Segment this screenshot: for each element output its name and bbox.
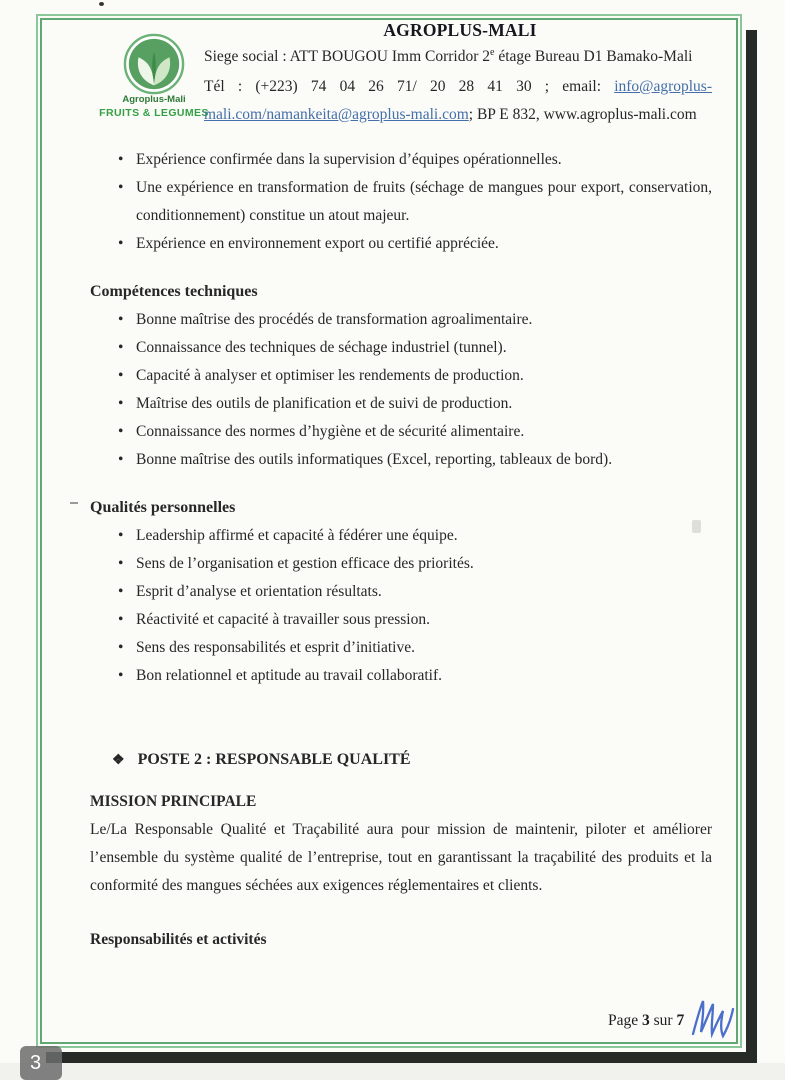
list-item: • Expérience confirmée dans la supervision d’équipes opérationnelles. [90, 146, 712, 174]
email-link-part2[interactable]: mali.com/namankeita@agroplus-mali.com [204, 106, 469, 123]
list-item: • Connaissance des normes d’hygiène et de sécurité alimentaire. [90, 418, 712, 446]
list-item: • Capacité à analyser et optimiser les rendements de production. [90, 362, 712, 390]
viewer-page-badge: 3 [20, 1046, 62, 1080]
list-item: • Sens de l’organisation et gestion efficace des priorités. [90, 550, 712, 578]
list-item: • Bon relationnel et aptitude au travail collaboratif. [90, 662, 712, 690]
phone-text: Tél : (+223) 74 04 26 71/ 20 28 41 30 ; email: [204, 78, 615, 95]
section-heading-qualites: Qualités personnelles [90, 499, 236, 516]
section-heading-competences: Compétences techniques [90, 283, 258, 300]
address-prefix: Siege social : ATT BOUGOU Imm Corridor 2 [204, 48, 491, 66]
list-item: • Expérience en environnement export ou certifié appréciée. [90, 230, 712, 258]
address-suffix: étage Bureau D1 Bamako-Mali [494, 48, 693, 66]
qualites-bullet-list [90, 522, 712, 690]
diamond-bullet-icon: ❖ [112, 753, 125, 768]
contact-rest-text: ; BP E 832, www.agroplus-mali.com [468, 106, 697, 123]
scan-artifact-dash [70, 502, 78, 504]
scan-shadow-bottom [46, 1052, 757, 1063]
phone-email-line [204, 78, 712, 96]
logo-emblem-icon [123, 33, 185, 95]
list-item: • Bonne maîtrise des outils informatiques (Excel, reporting, tableaux de bord). [90, 446, 712, 474]
list-item: • Réactivité et capacité à travailler sous pression. [90, 606, 712, 634]
list-item: • Une expérience en transformation de fruits (séchage de mangues pour export, conservation, conditionnement) constitue un atout majeur. [90, 174, 712, 230]
competences-bullet-list [90, 306, 712, 474]
list-item: • Sens des responsabilités et esprit d’initiative. [90, 634, 712, 662]
poste2-heading [90, 746, 712, 775]
list-item: • Bonne maîtrise des procédés de transformation agroalimentaire. [90, 306, 712, 334]
poste2-title-text: POSTE 2 : RESPONSABLE QUALITÉ [137, 751, 411, 768]
list-item: • Maîtrise des outils de planification et de suivi de production. [90, 390, 712, 418]
address-superscript: e [490, 47, 495, 58]
contact-second-line [204, 106, 712, 124]
mission-paragraph: Le/La Responsable Qualité et Traçabilité aura pour mission de maintenir, piloter et améliorer l’ensemble du système qualité de l’entreprise, tout en garantissant la traçabilité des produits et la conformité des mangues séchées aux exigences réglementaires et clients. [90, 821, 712, 894]
scan-shadow-right [746, 30, 757, 1063]
page-total: 7 [676, 1012, 685, 1029]
page-number-label [608, 1012, 684, 1030]
handwritten-initials [686, 988, 738, 1046]
document-body [90, 146, 712, 954]
org-name-title: AGROPLUS-MALI [383, 20, 537, 40]
page-word: Page [608, 1012, 639, 1029]
list-item: • Leadership affirmé et capacité à fédérer une équipe. [90, 522, 712, 550]
logo-name-text: Agroplus-Mali [122, 94, 186, 105]
scan-margin-bottom [0, 1063, 785, 1080]
list-item: • Connaissance des techniques de séchage industriel (tunnel). [90, 334, 712, 362]
intro-bullet-list [90, 146, 712, 258]
scan-artifact-dot [99, 2, 104, 6]
email-link-part1[interactable]: info@agroplus- [614, 78, 712, 95]
logo-tagline-text: FRUITS & LEGUMES [99, 107, 209, 119]
mission-heading: MISSION PRINCIPALE [90, 793, 257, 810]
address-line [204, 47, 712, 66]
responsibilities-heading: Responsabilités et activités [90, 931, 267, 948]
company-logo [94, 33, 214, 119]
scan-artifact-smudge [692, 520, 701, 533]
page-number: 3 [642, 1012, 650, 1029]
sur-word: sur [653, 1012, 673, 1029]
list-item: • Esprit d’analyse et orientation résultats. [90, 578, 712, 606]
